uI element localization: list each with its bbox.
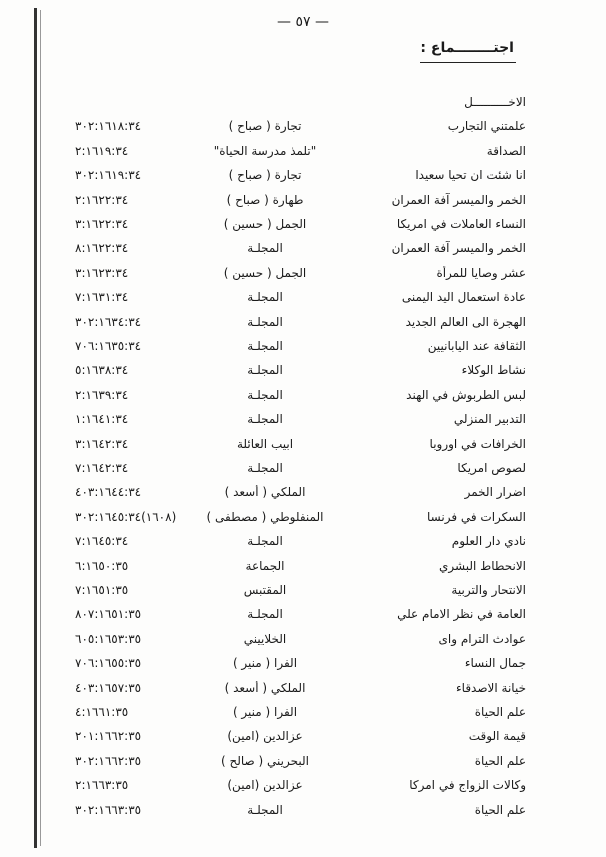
entry-reference: ٣٠٢:١٦٦٢:٣٥ bbox=[75, 753, 142, 768]
entry-author: المجلـة bbox=[247, 241, 283, 256]
entry-author: ابيب العائلة bbox=[236, 436, 294, 451]
entry-title: انا شئت ان تحيا سعيدا bbox=[415, 168, 526, 183]
entry-author: عزالدين (امين) bbox=[227, 729, 303, 744]
entry-reference: ٣:١٦٤٢:٣٤ bbox=[75, 436, 129, 451]
entry-title: عشر وصايا للمرأة bbox=[436, 265, 526, 280]
entry-author: المجلـة bbox=[247, 363, 283, 378]
list-item bbox=[0, 217, 606, 239]
entry-title: عوادث الترام واى bbox=[438, 631, 526, 646]
list-item bbox=[0, 315, 606, 337]
entry-author: المقتبس bbox=[243, 583, 287, 597]
entry-reference: ٧:١٦٣١:٣٤ bbox=[75, 290, 129, 305]
list-item bbox=[0, 266, 606, 288]
entry-title: نادي دار العلوم bbox=[451, 534, 526, 549]
list-item bbox=[0, 388, 606, 410]
entry-title: الصداقة bbox=[486, 143, 526, 158]
entry-author: المجلـة bbox=[247, 290, 283, 305]
entry-reference: ٨:١٦٢٢:٣٤ bbox=[75, 241, 129, 256]
list-item bbox=[0, 144, 606, 166]
list-item bbox=[0, 168, 606, 190]
entry-reference: ٣:١٦٢٢:٣٤ bbox=[75, 217, 129, 231]
entry-reference: ٧:١٦٤٥:٣٤ bbox=[75, 534, 129, 549]
list-item bbox=[0, 705, 606, 727]
entry-author: الجماعة bbox=[245, 558, 285, 573]
entry-reference: ٣٠٢:١٦١٩:٣٤ bbox=[75, 168, 142, 183]
entry-author: المجلـة bbox=[247, 802, 283, 817]
entry-reference: ٧:١٦٤٢:٣٤ bbox=[75, 461, 129, 475]
entry-author: الجمل ( حسين ) bbox=[223, 217, 307, 231]
entry-reference: ٧٠٦:١٦٥٥:٣٥ bbox=[75, 656, 142, 671]
entry-reference: ٧:١٦٥١:٣٥ bbox=[75, 583, 129, 597]
list-item bbox=[0, 412, 606, 434]
entry-title: السكرات في فرنسا bbox=[427, 509, 526, 524]
entry-author: المجلـة bbox=[247, 534, 283, 549]
entry-title: عادة استعمال اليد اليمنى bbox=[401, 290, 526, 305]
entry-author: طهارة ( صباح ) bbox=[226, 192, 304, 207]
entry-reference: ١:١٦٤١:٣٤ bbox=[75, 412, 129, 427]
entry-title: قيمة الوقت bbox=[468, 729, 526, 744]
entry-title: علمتني التجارب bbox=[447, 119, 526, 134]
entry-author: المجلـة bbox=[247, 607, 283, 622]
list-item bbox=[0, 339, 606, 361]
entry-title: نشاط الوكلاء bbox=[461, 363, 526, 378]
list-item bbox=[0, 241, 606, 263]
entry-title: التدبير المنزلي bbox=[453, 412, 526, 427]
entry-reference: ٢:١٦٣٩:٣٤ bbox=[75, 387, 129, 402]
entry-title: لبس الطربوش في الهند bbox=[406, 387, 526, 402]
list-item bbox=[0, 583, 606, 605]
entry-author: المنفلوطي ( مصطفى ) bbox=[206, 509, 324, 524]
entry-reference: ٤:١٦٦١:٣٥ bbox=[75, 705, 129, 719]
entry-title: خيانة الاصدقاء bbox=[456, 680, 526, 695]
entry-author: المجلـة bbox=[247, 461, 283, 475]
entry-author: "تلمذ مدرسة الحياة" bbox=[213, 143, 317, 158]
entry-reference: ٦:١٦٥٠:٣٥ bbox=[75, 558, 129, 573]
entry-reference: ٢٠١:١٦٦٢:٣٥ bbox=[75, 729, 142, 744]
list-item bbox=[0, 290, 606, 312]
entry-reference: (١٦٠٨)٣٠٢:١٦٤٥:٣٤ bbox=[75, 509, 177, 524]
entry-title: الخمر والميسر آفة العمران bbox=[391, 241, 526, 256]
entry-title: علم الحياة bbox=[474, 802, 526, 817]
entry-title: جمال النساء bbox=[464, 656, 526, 671]
entry-author: المجلـة bbox=[247, 387, 283, 402]
entry-reference: ٣٠٢:١٦١٨:٣٤ bbox=[75, 119, 142, 134]
entry-reference: ٤٠٣:١٦٤٤:٣٤ bbox=[75, 485, 142, 500]
entry-author: المجلـة bbox=[247, 339, 283, 353]
entry-title: الثقافة عند اليابانيين bbox=[427, 339, 526, 353]
entry-author: تجارة ( صباح ) bbox=[228, 119, 302, 134]
list-item bbox=[0, 729, 606, 751]
entry-reference: ٨٠٧:١٦٥١:٣٥ bbox=[75, 607, 142, 622]
entry-reference: ٧٠٦:١٦٣٥:٣٤ bbox=[75, 339, 142, 353]
list-item bbox=[0, 485, 606, 507]
entry-author: المجلـة bbox=[247, 412, 283, 427]
entry-reference: ٣٠٢:١٦٦٣:٣٥ bbox=[75, 802, 142, 817]
entry-author: الفرا ( منير ) bbox=[232, 656, 298, 671]
entry-author: الملكي ( أسعد ) bbox=[224, 680, 306, 695]
entry-title: الخمر والميسر آفة العمران bbox=[391, 192, 526, 207]
entry-reference: ٦٠٥:١٦٥٣:٣٥ bbox=[75, 631, 142, 646]
entry-reference: ٢:١٦٢٢:٣٤ bbox=[75, 192, 129, 207]
entry-title: الانحطاط البشري bbox=[438, 558, 526, 573]
entry-author: المجلـة bbox=[247, 314, 283, 329]
entry-title: الانتحار والتربية bbox=[451, 583, 526, 597]
entry-title: علم الحياة bbox=[474, 753, 526, 768]
list-item bbox=[0, 656, 606, 678]
entry-reference: ٢:١٦١٩:٣٤ bbox=[75, 143, 129, 158]
list-item bbox=[0, 803, 606, 825]
list-item bbox=[0, 193, 606, 215]
list-item bbox=[0, 95, 606, 117]
entry-reference: ٣:١٦٢٣:٣٤ bbox=[75, 265, 129, 280]
list-item bbox=[0, 363, 606, 385]
list-item bbox=[0, 534, 606, 556]
list-item bbox=[0, 437, 606, 459]
entry-reference: ٥:١٦٣٨:٣٤ bbox=[75, 363, 129, 378]
list-item bbox=[0, 607, 606, 629]
entry-title: علم الحياة bbox=[474, 705, 526, 719]
entry-reference: ٤٠٣:١٦٥٧:٣٥ bbox=[75, 680, 142, 695]
list-item bbox=[0, 681, 606, 703]
list-item bbox=[0, 778, 606, 800]
list-item bbox=[0, 754, 606, 776]
list-item bbox=[0, 510, 606, 532]
entry-author: الفرا ( منير ) bbox=[232, 705, 298, 719]
entry-author: عزالدين (امين) bbox=[227, 778, 303, 793]
page-number: — ٥٧ — bbox=[277, 14, 329, 30]
entry-title: العامة في نظر الامام علي bbox=[397, 607, 526, 622]
list-item bbox=[0, 559, 606, 581]
heading-underline bbox=[420, 62, 516, 63]
list-item bbox=[0, 461, 606, 483]
entry-title: الاخــــــــــل bbox=[464, 95, 526, 109]
list-item bbox=[0, 632, 606, 654]
entry-title: الهجرة الى العالم الجديد bbox=[405, 314, 526, 329]
section-heading: اجتــــــــماع : bbox=[420, 40, 514, 56]
entry-title: لصوص امريكا bbox=[457, 461, 526, 475]
entry-author: الجمل ( حسين ) bbox=[223, 265, 307, 280]
entry-author: الملكي ( أسعد ) bbox=[224, 485, 306, 500]
entry-reference: ٣٠٢:١٦٣٤:٣٤ bbox=[75, 314, 142, 329]
entry-author: تجارة ( صباح ) bbox=[228, 168, 302, 183]
entry-author: البحريني ( صالح ) bbox=[221, 753, 309, 768]
entry-title: وكالات الزواج في امركا bbox=[409, 778, 526, 793]
entry-reference: ٢:١٦٦٣:٣٥ bbox=[75, 778, 129, 793]
entry-title: النساء العاملات في امريكا bbox=[396, 217, 526, 231]
entry-title: الخرافات في اوروبا bbox=[429, 436, 526, 451]
entry-title: اضرار الخمر bbox=[464, 485, 526, 500]
entry-author: الخلاييني bbox=[243, 631, 287, 646]
list-item bbox=[0, 119, 606, 141]
